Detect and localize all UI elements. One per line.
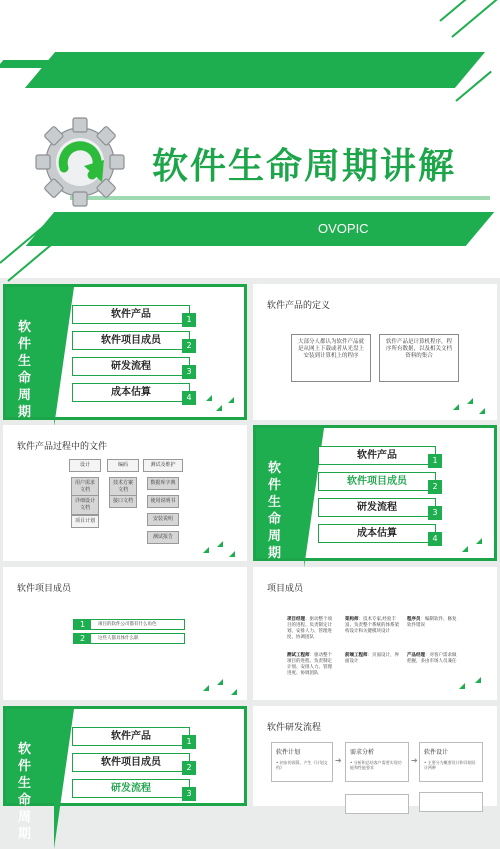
menu-item-software-product[interactable]: 软件产品 <box>318 446 436 465</box>
decor-triangle <box>203 685 209 691</box>
menu-item-cost-estimate[interactable]: 成本估算 <box>318 524 436 543</box>
decor-triangle <box>475 677 481 683</box>
menu-number: 4 <box>182 391 196 405</box>
menu-item-dev-process[interactable]: 研发流程 <box>318 498 436 517</box>
menu-item-project-members[interactable]: 软件项目成员 <box>72 753 190 772</box>
slide-heading: 软件项目成员 <box>17 584 72 594</box>
definition-box: 软件产品是计算机程序，程序所有数据，以及相关文档资料的集合 <box>379 334 459 382</box>
doc-node: 详细设计文档 <box>71 495 99 515</box>
slide-heading: 项目成员 <box>267 584 304 594</box>
side-panel <box>256 428 304 561</box>
menu-number: 1 <box>428 454 442 468</box>
side-panel <box>6 709 54 842</box>
refresh-gear-icon <box>30 110 130 210</box>
menu-item-project-members[interactable]: 软件项目成员 <box>318 472 436 491</box>
doc-node: 项目计划 <box>71 515 99 528</box>
list-item: 2 这些人都具体什么职 <box>73 633 185 644</box>
member-entry: 项目经理：驱动整个项目的进程、负责制定计划、安排人力、管理进度、协调团队 <box>287 617 332 640</box>
member-entry: 程序员：编制软件、修复软件错误 <box>407 617 457 628</box>
member-entry: 产品经理：对客户需求做把握，多由市场人员兼任 <box>407 653 457 664</box>
decor-triangle <box>467 398 473 404</box>
flow-step: 需求分析 • 分析和总结客户需要实现功能和性能要求 <box>345 742 409 782</box>
doc-node: 测试报告 <box>147 531 179 544</box>
decor-triangle <box>453 404 459 410</box>
menu-item-dev-process[interactable]: 研发流程 <box>72 357 190 376</box>
decor-triangle <box>229 551 235 557</box>
menu-number: 2 <box>428 480 442 494</box>
list-item: 1 项目的软件公司都有什么角色 <box>73 619 185 630</box>
member-entry: 架构师：技术专家,经验丰富、负责整个系统的体系架构设计和关键模块设计 <box>345 617 399 634</box>
decor-triangle <box>479 408 485 414</box>
member-entry: 前端工程师：页面设计，界面设计 <box>345 653 399 664</box>
definition-slide[interactable] <box>253 284 497 420</box>
decor-stripe <box>439 0 494 22</box>
arrow-right-icon: ➔ <box>335 756 342 765</box>
decor-triangle <box>203 547 209 553</box>
decor-triangle <box>216 405 222 411</box>
slide-heading: 软件产品的定义 <box>267 301 331 311</box>
menu-item-software-product[interactable]: 软件产品 <box>72 727 190 746</box>
side-panel <box>6 287 54 420</box>
member-entry: 测试工程师：驱动整个项目的进程、负责制定计划、安排人力、管理进度、协调团队 <box>287 653 332 676</box>
menu-number: 1 <box>182 313 196 327</box>
menu-slide[interactable] <box>3 284 247 420</box>
decor-band <box>70 196 490 200</box>
decor-triangle <box>459 683 465 689</box>
process-docs-slide[interactable] <box>3 425 247 561</box>
dev-flow-slide[interactable] <box>253 706 497 806</box>
side-label: 软件生命周期 <box>18 320 32 420</box>
decor-triangle <box>217 541 223 547</box>
column-header: 编码 <box>107 459 139 472</box>
side-label: 软件生命周期 <box>268 461 282 561</box>
menu-item-software-product[interactable]: 软件产品 <box>72 305 190 324</box>
flow-step <box>345 794 409 814</box>
arrow-right-icon: ➔ <box>411 756 418 765</box>
menu-number: 4 <box>428 532 442 546</box>
column-header: 设计 <box>69 459 101 472</box>
doc-node: 数据库字典 <box>147 477 179 490</box>
flow-step: 软件计划 • 初步的预算、产生《计划文档》 <box>271 742 333 782</box>
menu-slide[interactable] <box>253 425 497 561</box>
doc-node: 安装说明 <box>147 513 179 526</box>
menu-number: 2 <box>182 761 196 775</box>
column-header: 测试及维护 <box>143 459 183 472</box>
menu-slide[interactable] <box>3 706 247 842</box>
decor-band <box>26 212 495 246</box>
definition-box: 大部分人都认为软件产品就是从网上下载或者从光盘上安装到计算机上的程序 <box>291 334 371 382</box>
doc-node: 技术方案文档 <box>109 477 137 497</box>
subtitle: OVOPIC <box>318 221 369 236</box>
decor-triangle <box>462 546 468 552</box>
menu-item-cost-estimate[interactable]: 成本估算 <box>72 383 190 402</box>
decor-triangle <box>228 397 234 403</box>
flow-step: 软件设计 • 主要分为概要设计和详细设计两种 <box>419 742 483 782</box>
decor-triangle <box>206 395 212 401</box>
doc-node: 接口文档 <box>109 495 137 508</box>
members-slide[interactable] <box>253 567 497 700</box>
doc-node: 使用说明书 <box>147 495 179 508</box>
title-slide[interactable] <box>0 0 500 278</box>
menu-number: 3 <box>182 787 196 801</box>
page-title: 软件生命周期讲解 <box>152 146 457 187</box>
menu-number: 2 <box>182 339 196 353</box>
menu-number: 3 <box>182 365 196 379</box>
menu-item-project-members[interactable]: 软件项目成员 <box>72 331 190 350</box>
slide-heading: 软件产品过程中的文件 <box>17 442 108 452</box>
slide-heading: 软件研发流程 <box>267 723 322 733</box>
decor-triangle <box>217 679 223 685</box>
menu-item-dev-process[interactable]: 研发流程 <box>72 779 190 798</box>
flow-step <box>419 792 483 812</box>
doc-node: 用户需求文档 <box>71 477 99 497</box>
side-label: 软件生命周期 <box>18 742 32 842</box>
decor-triangle <box>231 689 237 695</box>
decor-stripe <box>7 242 54 282</box>
item-number: 1 <box>74 619 91 630</box>
decor-triangle <box>476 538 482 544</box>
menu-number: 3 <box>428 506 442 520</box>
menu-number: 1 <box>182 735 196 749</box>
members-intro-slide[interactable] <box>3 567 247 700</box>
decor-band <box>25 52 485 88</box>
item-number: 2 <box>74 633 91 644</box>
